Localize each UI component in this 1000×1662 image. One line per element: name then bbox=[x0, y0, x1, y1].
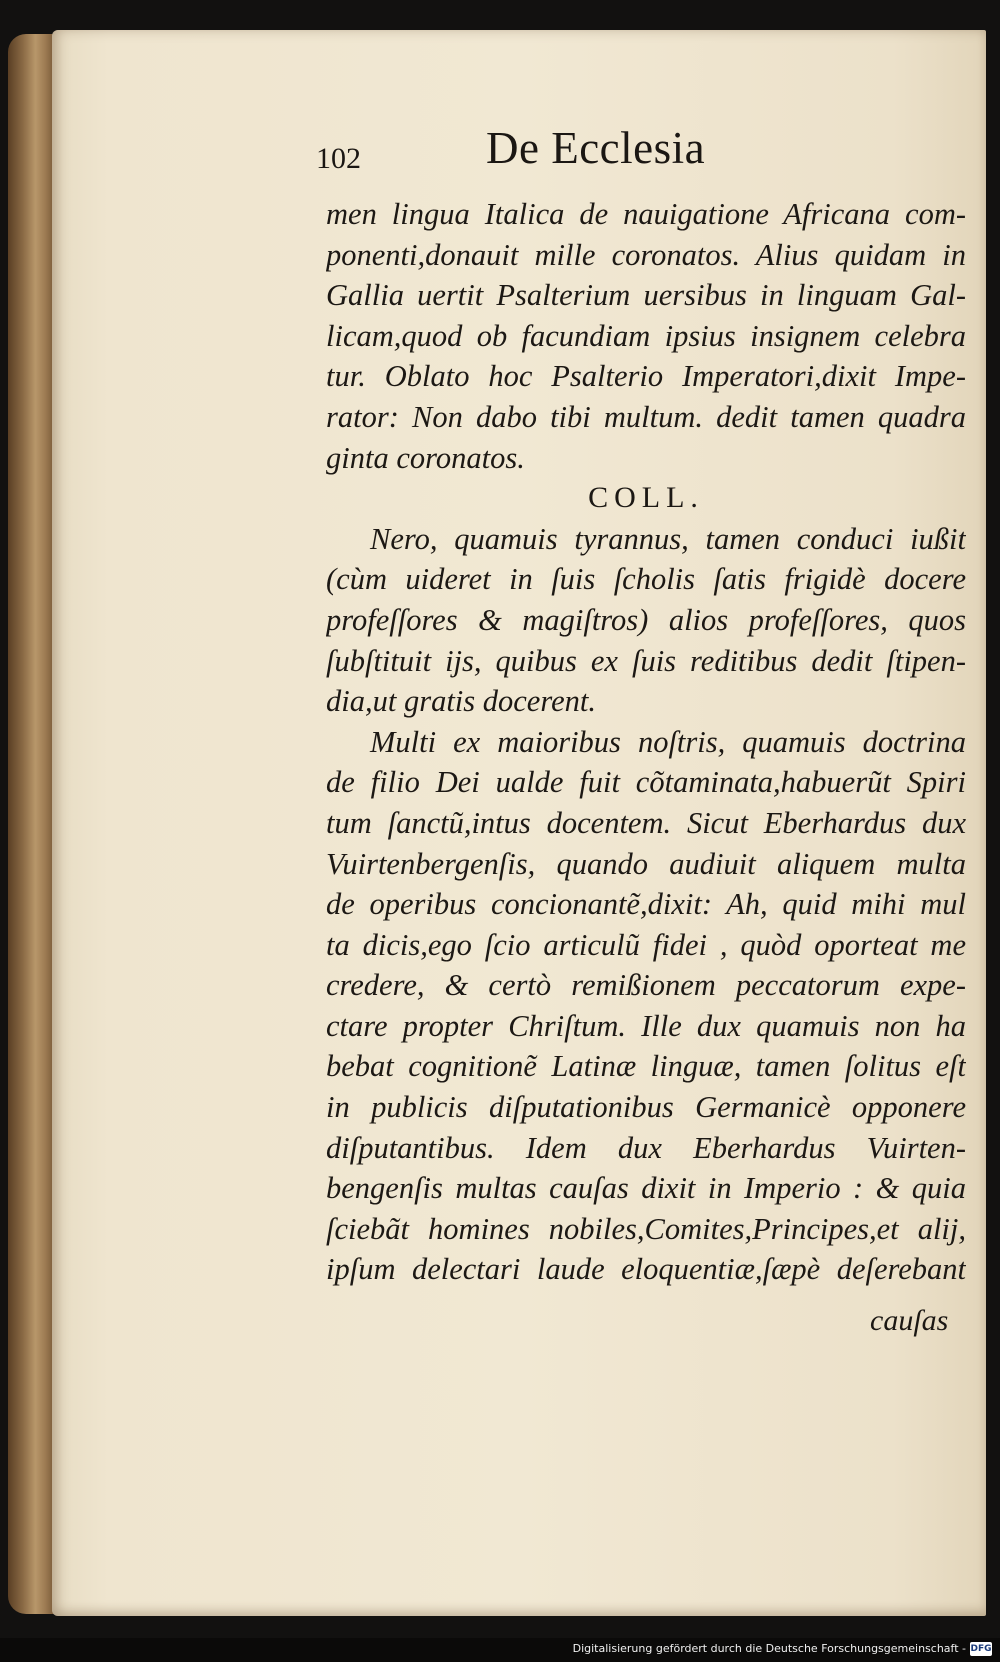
text-line: dia,ut gratis docerent. bbox=[326, 684, 596, 719]
text-line: bebat cognitionẽ Latinæ linguæ, tamen ſolitus eſt bbox=[326, 1049, 966, 1084]
text-line: ctare propter Chriſtum. Ille dux quamuis non ha bbox=[326, 1008, 966, 1043]
text-line: bengenſis multas cauſas dixit in Imperio : & quia bbox=[326, 1171, 966, 1206]
dfg-logo-icon: DFG bbox=[970, 1644, 992, 1654]
text-line: ponenti,donauit mille coronatos. Alius quidam in bbox=[326, 237, 966, 272]
text-line: ta dicis,ego ſcio articulũ fidei , quòd oporteat me bbox=[326, 927, 966, 962]
catchword: cauſas bbox=[870, 1304, 949, 1337]
text-line: tum ſanctũ,intus docentem. Sicut Eberhardus dux bbox=[326, 805, 966, 840]
running-title: De Ecclesia bbox=[486, 123, 706, 173]
text-line: men lingua Italica de nauigatione Africana com- bbox=[326, 197, 966, 231]
text-line: diſputantibus. Idem dux Eberhardus Vuirten- bbox=[326, 1130, 966, 1165]
text-line: profeſſores & magiſtros) alios profeſſores, quos bbox=[326, 602, 966, 637]
text-line: ſubſtituit ijs, quibus ex ſuis reditibus dedit ſtipen- bbox=[326, 643, 966, 678]
text-line: ginta coronatos. bbox=[326, 440, 525, 475]
running-head bbox=[316, 122, 776, 182]
text-line: in publicis diſputationibus Germanicè opponere bbox=[326, 1090, 966, 1125]
text-line: Nero, quamuis tyrannus, tamen conduci iußit bbox=[370, 521, 966, 556]
text-line: credere, & certò remißionem peccatorum expe- bbox=[326, 968, 966, 1003]
section-heading: COLL. bbox=[588, 481, 704, 515]
text-line: tur. Oblato hoc Psalterio Imperatori,dixit Impe- bbox=[326, 359, 966, 394]
page-number: 102 bbox=[316, 142, 361, 175]
funding-credit: Digitalisierung gefördert durch die Deutsche Forschungsgemeinschaft - bbox=[572, 1642, 966, 1655]
footer-bar bbox=[0, 1638, 1000, 1662]
text-line: rator: Non dabo tibi multum. dedit tamen quadra bbox=[326, 399, 966, 434]
text-line: de filio Dei ualde fuit cõtaminata,habuerũt Spiri bbox=[326, 765, 966, 800]
main-text bbox=[326, 194, 966, 1290]
text-line: ipſum delectari laude eloquentiæ,ſæpè deſerebant bbox=[326, 1252, 966, 1287]
text-line: de operibus concionantẽ,dixit: Ah, quid mihi mul bbox=[326, 887, 966, 922]
book-page bbox=[52, 30, 986, 1616]
text-line: licam,quod ob facundiam ipsius insignem celebra bbox=[326, 318, 966, 353]
text-line: ſciebãt homines nobiles,Comites,Principes,et alij, bbox=[326, 1211, 966, 1246]
text-line: Gallia uertit Psalterium uersibus in linguam Gal- bbox=[326, 278, 966, 313]
text-line: Vuirtenbergenſis, quando audiuit aliquem multa bbox=[326, 846, 966, 881]
text-line: Multi ex maioribus noſtris, quamuis doctrina bbox=[370, 724, 966, 759]
book-page-edges bbox=[8, 34, 58, 1614]
text-line: (cùm uideret in ſuis ſcholis ſatis frigidè docere bbox=[326, 562, 966, 597]
